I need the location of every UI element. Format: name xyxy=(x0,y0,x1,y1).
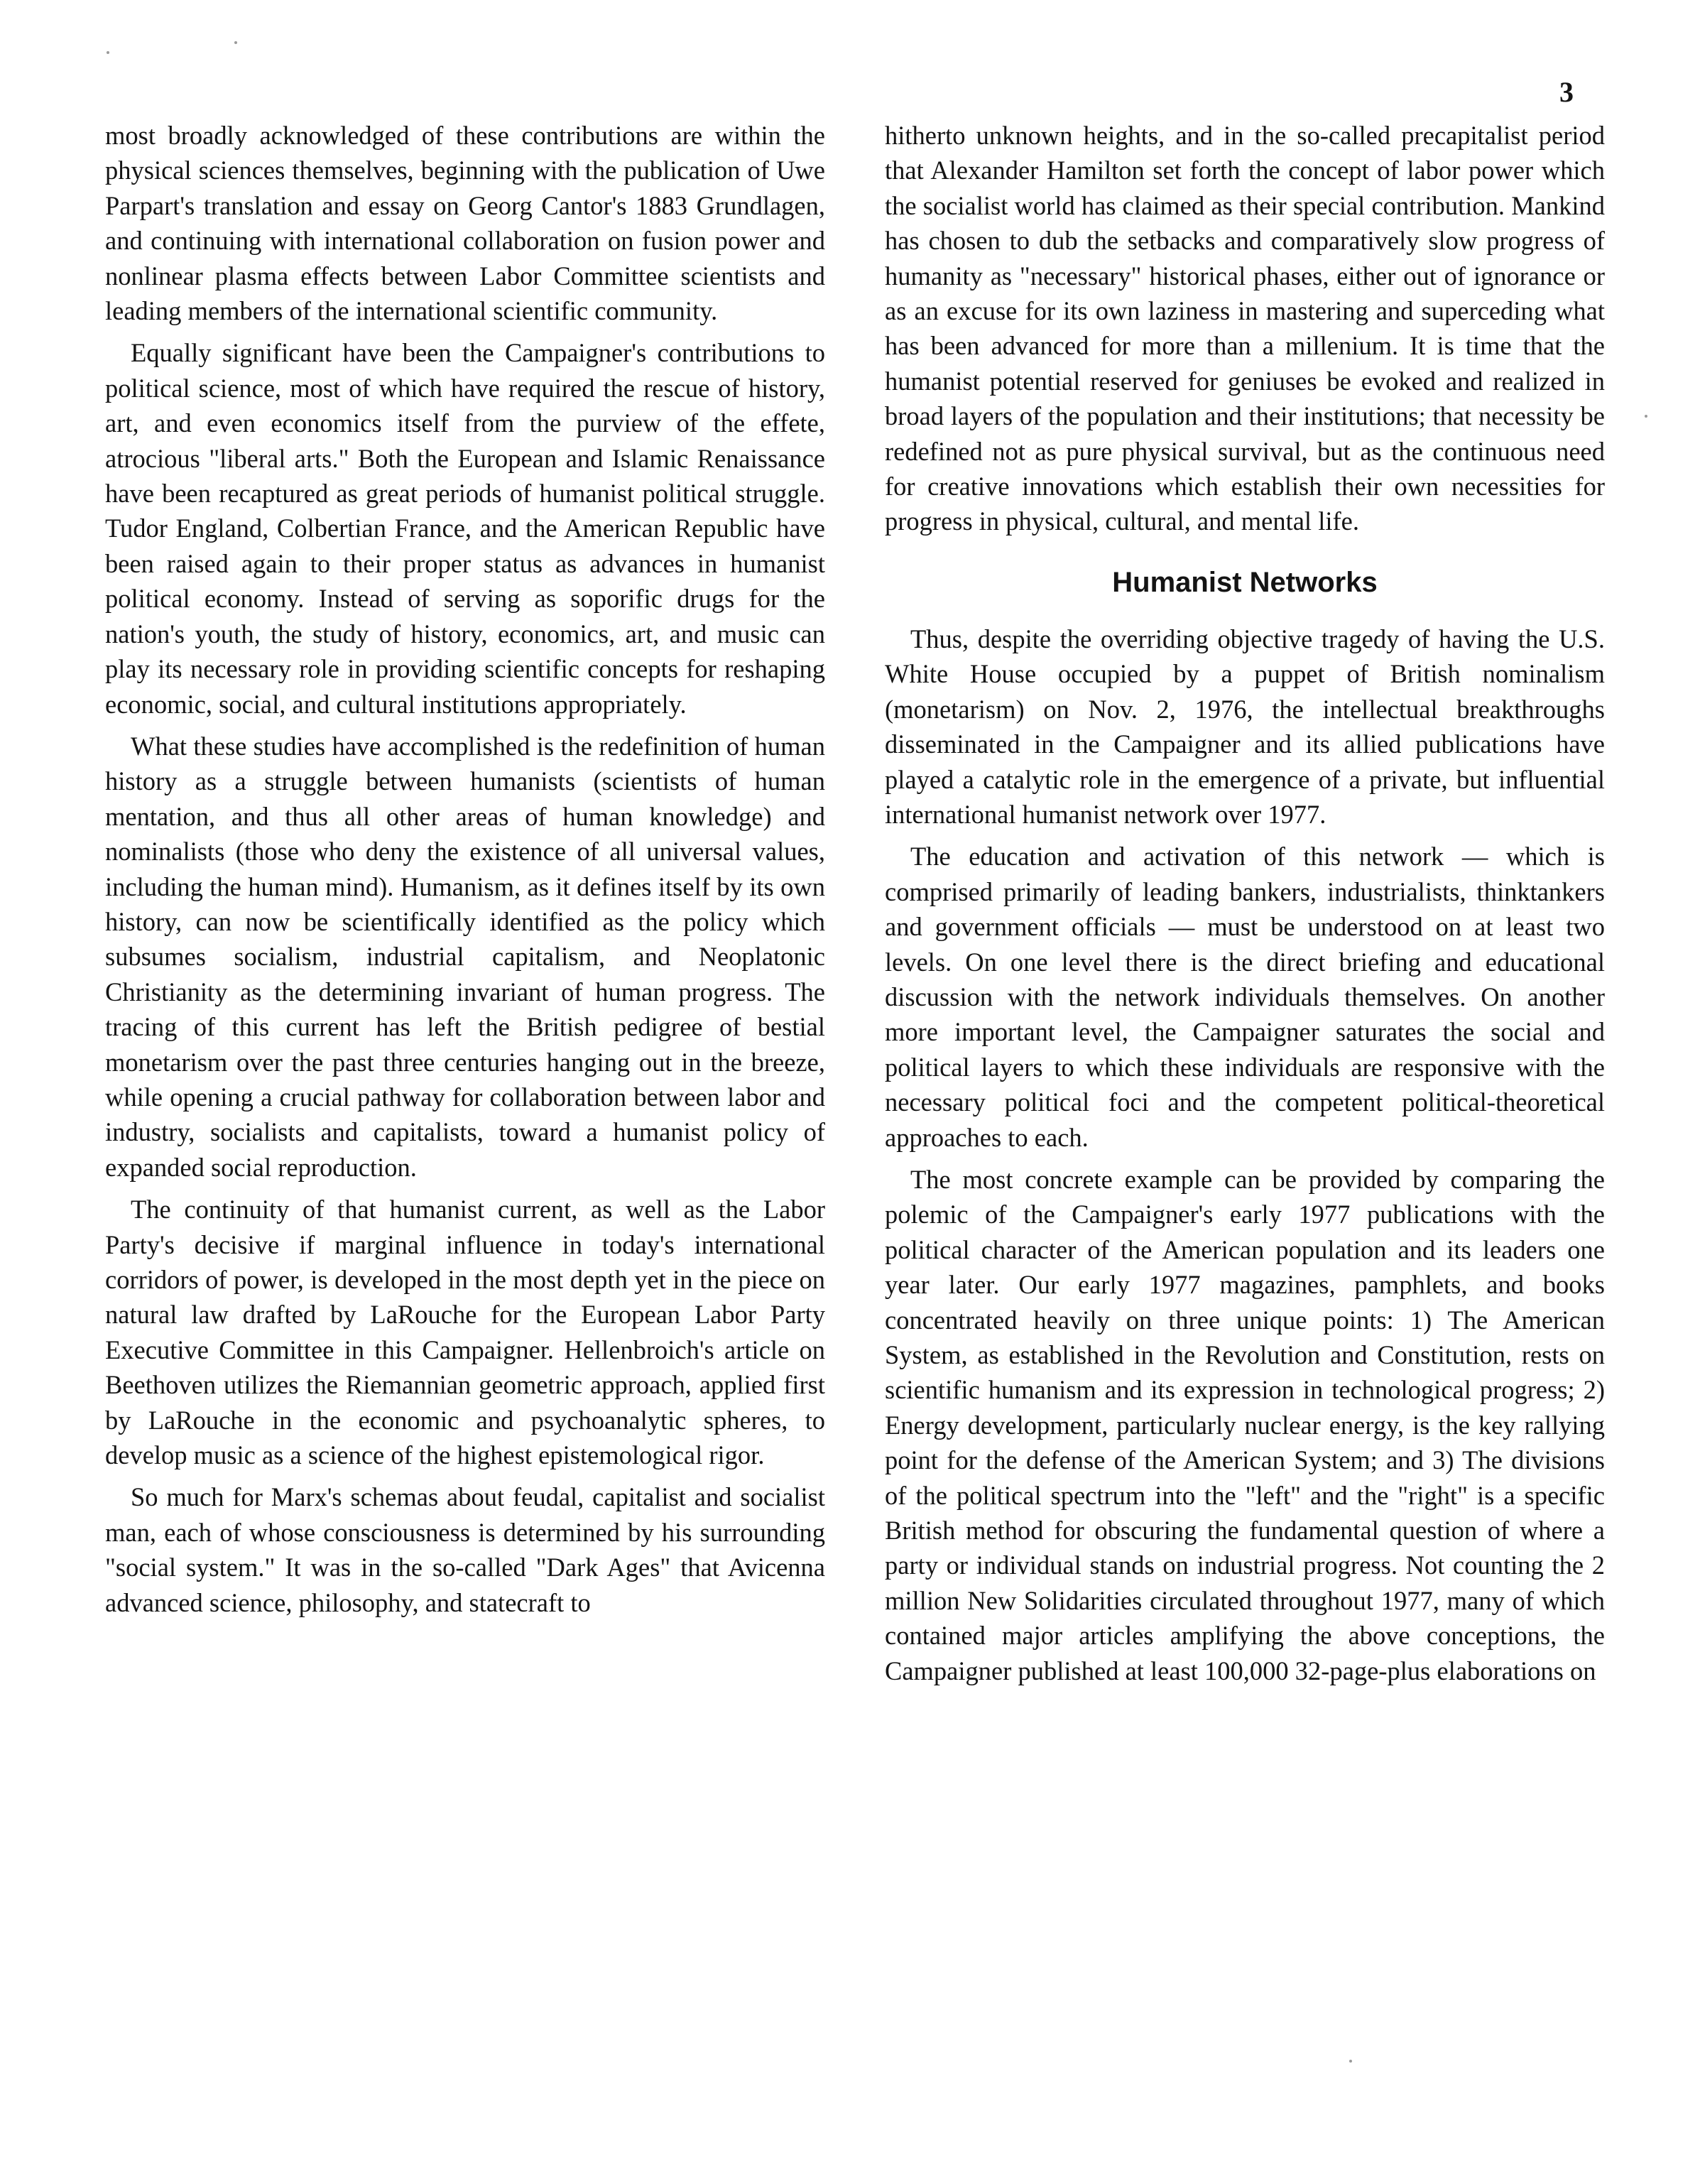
scan-speck xyxy=(1349,2060,1352,2063)
scan-speck xyxy=(107,51,109,54)
right-column xyxy=(885,118,1605,1695)
scan-speck xyxy=(234,41,237,44)
scan-speck xyxy=(1645,415,1647,418)
left-paragraph-2: Equally significant have been the Campaigner's contributions to political science, most of which have required the rescue of history, art, and even economics itself from the purview of the effete, atrocious "liberal arts." Both the European and Islamic Renaissance have been recaptured as great periods of humanist political struggle. Tudor England, Colbertian France, and the American Republic have been raised again to their proper status as advances in humanist political economy. Instead of serving as soporific drugs for the nation's youth, the study of history, economics, art, and music can play its necessary role in providing scientific concepts for reshaping economic, social, and cultural institutions appropriately. xyxy=(105,338,825,719)
left-paragraph-4: The continuity of that humanist current, as well as the Labor Party's decisive if marginal influence in today's international corridors of power, is developed in the most depth yet in the piece on natural law drafted by LaRouche for the European Labor Party Executive Committee in this Campaigner. Hellenbroich's article on Beethoven utilizes the Riemannian geometric approach, applied first by LaRouche in the economic and psychoanalytic spheres, to develop music as a science of the highest epistemological rigor. xyxy=(105,1195,825,1470)
left-paragraph-3: What these studies have accomplished is the redefinition of human history as a struggle between humanists (scientists of human mentation, and thus all other areas of human knowledge) and nominalists (those who deny the existence of all universal values, including the human mind). Humanism, as it defines itself by its own history, can now be scientifically identified as the policy which subsumes socialism, industrial capitalism, and Neoplatonic Christianity as the determining invariant of human progress. The tracing of this current has left the British pedigree of bestial monetarism over the past three centuries hanging out in the breeze, while opening a crucial pathway for collaboration between labor and industry, socialists and capitalists, toward a humanist policy of expanded social reproduction. xyxy=(105,731,825,1182)
left-column xyxy=(105,118,825,1627)
page-number: 3 xyxy=(1559,76,1574,108)
right-paragraph-3: The education and activation of this network — which is comprised primarily of leading bankers, industrialists, thinktankers and government officials — must be understood on at least two levels. On one level there is the direct briefing and educational discussion with the network individuals themselves. On another more important level, the Campaigner saturates the social and political layers to which these individuals are responsive with the necessary political foci and the competent political-theoretical approaches to each. xyxy=(885,842,1605,1152)
right-paragraph-1: hitherto unknown heights, and in the so-called precapitalist period that Alexander Hamilton set forth the concept of labor power which the socialist world has claimed as their special contribution. Mankind has chosen to dub the setbacks and comparatively slow progress of humanity as "necessary" historical phases, either out of ignorance or as an excuse for its own laziness in mastering and superceding what has been advanced for more than a millenium. It is time that the humanist potential reserved for geniuses be evoked and realized in broad layers of the population and their institutions; that necessity be redefined not as pure physical survival, but as the continuous need for creative innovations which establish their own necessities for progress in physical, cultural, and mental life. xyxy=(885,121,1605,536)
section-heading: Humanist Networks xyxy=(1112,566,1378,598)
left-paragraph-1: most broadly acknowledged of these contributions are within the physical sciences themselves, beginning with the publication of Uwe Parpart's translation and essay on Georg Cantor's 1883 Grundlagen, and continuing with international collaboration on fusion power and nonlinear plasma effects between Labor Committee scientists and leading members of the international scientific community. xyxy=(105,121,825,326)
right-paragraph-4: The most concrete example can be provided by comparing the polemic of the Campaigner's early 1977 publications with the political character of the American population and its leaders one year later. Our early 1977 magazines, pamphlets, and books concentrated heavily on three unique points: 1) The American System, as established in the Revolution and Constitution, rests on scientific humanism and its expression in technological progress; 2) Energy development, particularly nuclear energy, is the key rallying point for the defense of the American System; and 3) The divisions of the political spectrum into the "left" and the "right" is a specific British method for obscuring the fundamental question of where a party or individual stands on industrial progress. Not counting the 2 million New Solidarities circulated throughout 1977, many of which contained major articles amplifying the above conceptions, the Campaigner published at least 100,000 32-page-plus elaborations on xyxy=(885,1164,1605,1685)
right-paragraph-2: Thus, despite the overriding objective tragedy of having the U.S. White House occupied by a puppet of British nominalism (monetarism) on Nov. 2, 1976, the intellectual breakthroughs disseminated in the Campaigner and its allied publications have played a catalytic role in the emergence of a private, but influential international humanist network over 1977. xyxy=(885,624,1605,829)
left-paragraph-5: So much for Marx's schemas about feudal, capitalist and socialist man, each of whose consciousness is determined by his surrounding "social system." It was in the so-called "Dark Ages" that Avicenna advanced science, philosophy, and statecraft to xyxy=(105,1482,825,1617)
